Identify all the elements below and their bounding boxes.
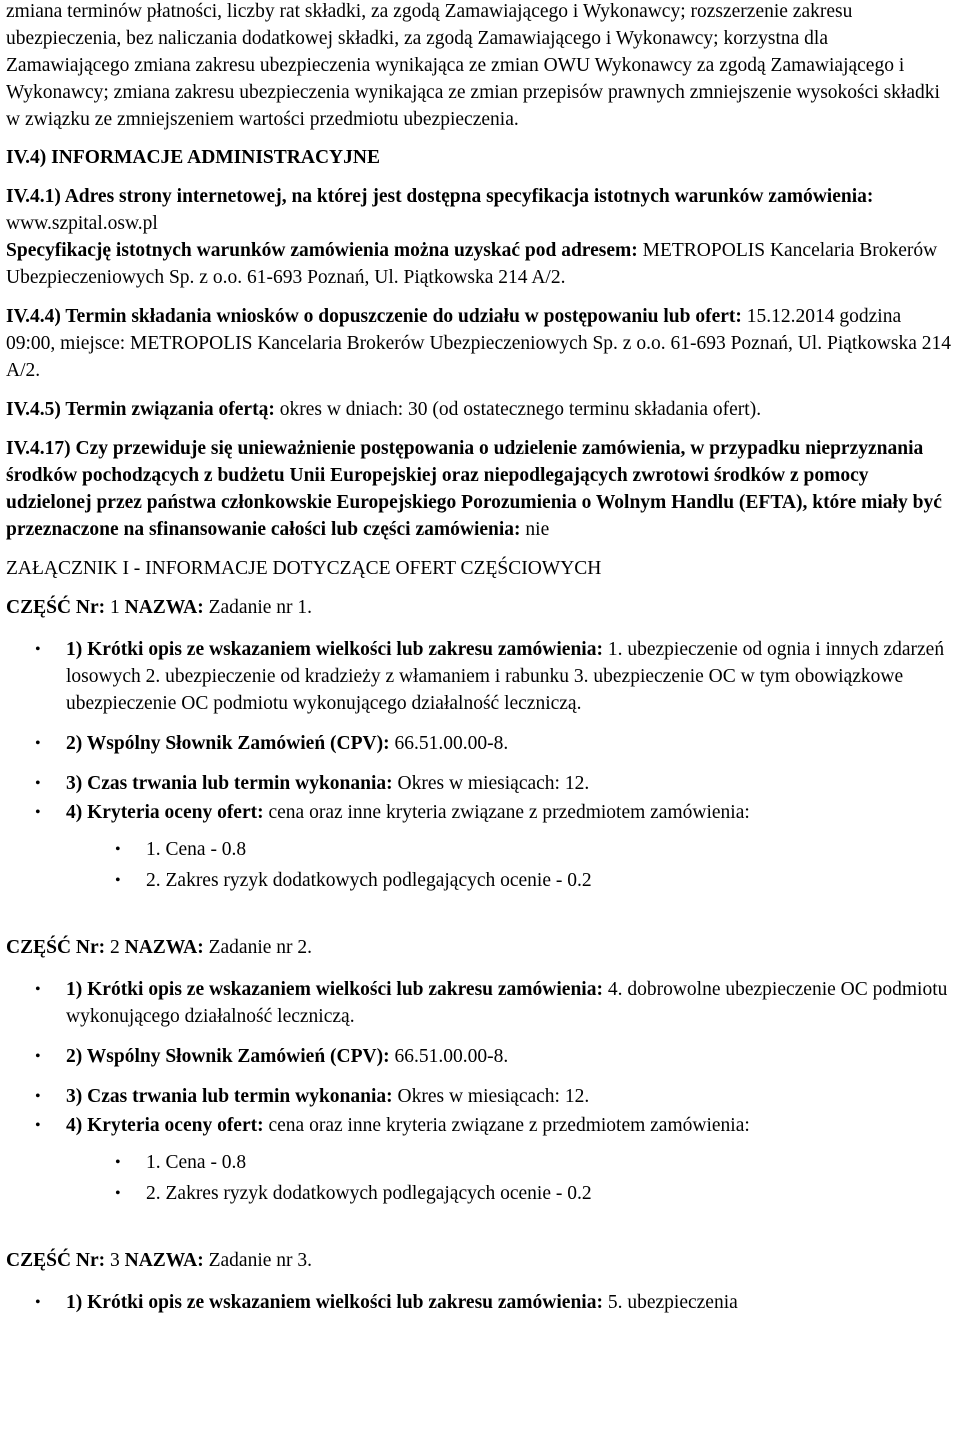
part-criteria-item bbox=[35, 1112, 952, 1207]
intro-paragraph: zmiana terminów płatności, liczby rat składki, za zgodą Zamawiającego i Wykonawcy; rozszerzenie zakresu ubezpieczenia, bez naliczania dodatkowej składki, za zgodą Zamawiającego i Wykonawcy; korzystna dla Zamawiającego zmiana zakresu ubezpieczenia wynikająca ze zmian OWU Wykonawcy za zgodą Zamawiającego i Wykonawcy; zmiana zakresu ubezpieczenia wynikająca ze zmian przepisów prawnych zmniejszenie wysokości składki w związku ze zmniejszeniem wartości przedmiotu ubezpieczenia. bbox=[6, 1, 940, 130]
part-duration-value: Okres w miesiącach: 12. bbox=[392, 773, 590, 794]
part-name: Zadanie nr 2. bbox=[203, 937, 313, 958]
bullet-icon: • bbox=[35, 641, 41, 658]
part-number-label: CZĘŚĆ Nr: bbox=[6, 1250, 106, 1271]
part-description-value: 5. ubezpieczenia bbox=[602, 1292, 738, 1313]
offer-binding-period-label: IV.4.5) Termin związania ofertą: bbox=[6, 399, 275, 420]
part-description-label: 1) Krótki opis ze wskazaniem wielkości lub zakresu zamówienia: bbox=[66, 1292, 603, 1313]
part-number: 1 bbox=[105, 597, 125, 618]
part-name-label: NAZWA: bbox=[124, 1250, 204, 1271]
part-cpv-label: 2) Wspólny Słownik Zamówień (CPV): bbox=[66, 733, 390, 754]
part-cpv-value: 66.51.00.00-8. bbox=[389, 1046, 509, 1067]
part-duration-item bbox=[35, 1083, 952, 1110]
criteria-list bbox=[66, 1149, 952, 1207]
part-description-value: 1. ubezpieczenie od ognia i innych zdarzeń losowych 2. ubezpieczenie od kradzieży z włamaniem i rabunku 3. ubezpieczenie OC w tym obowiązkowe ubezpieczenie OC podmiotu wykonującego działalność leczniczą. bbox=[66, 639, 945, 714]
bullet-icon: • bbox=[35, 1088, 41, 1105]
part-heading bbox=[6, 1247, 952, 1274]
part-description-label: 1) Krótki opis ze wskazaniem wielkości lub zakresu zamówienia: bbox=[66, 979, 603, 1000]
criteria-text: 1. Cena - 0.8 bbox=[146, 1152, 247, 1173]
submission-deadline-value: 15.12.2014 godzina 09:00, miejsce: METROPOLIS Kancelaria Brokerów Ubezpieczeniowych Sp. z o.o. 61-693 Poznań, Ul. Piątkowska 214 A/2. bbox=[6, 306, 952, 381]
criteria-list bbox=[66, 836, 952, 894]
criteria-list-item bbox=[115, 1180, 952, 1207]
part-section bbox=[6, 1247, 952, 1316]
part-duration-label: 3) Czas trwania lub termin wykonania: bbox=[66, 1086, 393, 1107]
bullet-icon: • bbox=[115, 872, 121, 889]
part-heading bbox=[6, 934, 952, 961]
bullet-icon: • bbox=[35, 1294, 41, 1311]
part-section bbox=[6, 934, 952, 1207]
section-heading: IV.4) INFORMACJE ADMINISTRACYJNE bbox=[6, 147, 380, 168]
bullet-icon: • bbox=[35, 735, 41, 752]
specification-website-value[interactable]: www.szpital.osw.pl bbox=[6, 213, 158, 234]
part-name-label: NAZWA: bbox=[124, 937, 204, 958]
part-description-item bbox=[35, 1289, 952, 1316]
criteria-list-item bbox=[115, 867, 952, 894]
criteria-list-item bbox=[115, 836, 952, 863]
specification-website-label: IV.4.1) Adres strony internetowej, na której jest dostępna specyfikacja istotnych warunków zamówienia: bbox=[6, 186, 874, 207]
part-details-list bbox=[6, 1289, 952, 1316]
specification-website-field bbox=[6, 183, 952, 237]
part-number: 3 bbox=[105, 1250, 125, 1271]
specification-address-field bbox=[6, 237, 952, 291]
criteria-text: 2. Zakres ryzyk dodatkowych podlegających ocenie - 0.2 bbox=[146, 870, 592, 891]
bullet-icon: • bbox=[115, 841, 121, 858]
part-criteria-value: cena oraz inne kryteria związane z przedmiotem zamówienia: bbox=[263, 802, 750, 823]
offer-binding-period-field bbox=[6, 396, 952, 423]
part-criteria-label: 4) Kryteria oceny ofert: bbox=[66, 1115, 264, 1136]
part-criteria-item bbox=[35, 799, 952, 894]
part-cpv-value: 66.51.00.00-8. bbox=[389, 733, 509, 754]
submission-deadline-field bbox=[6, 303, 952, 384]
part-duration-value: Okres w miesiącach: 12. bbox=[392, 1086, 590, 1107]
annulment-question-value: nie bbox=[520, 519, 550, 540]
bullet-icon: • bbox=[35, 775, 41, 792]
annex-heading: ZAŁĄCZNIK I - INFORMACJE DOTYCZĄCE OFERT CZĘŚCIOWYCH bbox=[6, 558, 602, 579]
criteria-list-item bbox=[115, 1149, 952, 1176]
bullet-icon: • bbox=[35, 1048, 41, 1065]
part-cpv-label: 2) Wspólny Słownik Zamówień (CPV): bbox=[66, 1046, 390, 1067]
part-cpv-item bbox=[35, 730, 952, 757]
part-number: 2 bbox=[105, 937, 125, 958]
part-criteria-label: 4) Kryteria oceny ofert: bbox=[66, 802, 264, 823]
part-description-label: 1) Krótki opis ze wskazaniem wielkości lub zakresu zamówienia: bbox=[66, 639, 603, 660]
part-name-label: NAZWA: bbox=[124, 597, 204, 618]
specification-address-label: Specyfikację istotnych warunków zamówienia można uzyskać pod adresem: bbox=[6, 240, 638, 261]
bullet-icon: • bbox=[35, 804, 41, 821]
document-page bbox=[6, 0, 952, 1356]
offer-binding-period-value: okres w dniach: 30 (od ostatecznego terminu składania ofert). bbox=[274, 399, 762, 420]
part-name: Zadanie nr 1. bbox=[203, 597, 313, 618]
part-section bbox=[6, 594, 952, 894]
annulment-question-label: IV.4.17) Czy przewiduje się unieważnienie postępowania o udzielenie zamówienia, w przypadku nieprzyznania środków pochodzących z budżetu Unii Europejskiej oraz niepodlegających zwrotowi środków z pomocy udzielonej przez państwa członkowskie Europejskiego Porozumienia o Wolnym Handlu (EFTA), które miały być przeznaczone na sfinansowanie całości lub części zamówienia: bbox=[6, 438, 942, 540]
bullet-icon: • bbox=[35, 981, 41, 998]
part-duration-label: 3) Czas trwania lub termin wykonania: bbox=[66, 773, 393, 794]
part-details-list bbox=[6, 976, 952, 1207]
submission-deadline-label: IV.4.4) Termin składania wniosków o dopuszczenie do udziału w postępowaniu lub ofert: bbox=[6, 306, 742, 327]
bullet-icon: • bbox=[35, 1117, 41, 1134]
annulment-question-field bbox=[6, 435, 952, 543]
part-details-list bbox=[6, 636, 952, 894]
part-criteria-value: cena oraz inne kryteria związane z przedmiotem zamówienia: bbox=[263, 1115, 750, 1136]
bullet-icon: • bbox=[115, 1185, 121, 1202]
part-description-item bbox=[35, 976, 952, 1030]
part-description-item bbox=[35, 636, 952, 717]
part-duration-item bbox=[35, 770, 952, 797]
part-number-label: CZĘŚĆ Nr: bbox=[6, 937, 106, 958]
part-cpv-item bbox=[35, 1043, 952, 1070]
part-number-label: CZĘŚĆ Nr: bbox=[6, 597, 106, 618]
part-heading bbox=[6, 594, 952, 621]
specification-website-block bbox=[6, 183, 952, 291]
bullet-icon: • bbox=[115, 1154, 121, 1171]
part-name: Zadanie nr 3. bbox=[203, 1250, 313, 1271]
criteria-text: 2. Zakres ryzyk dodatkowych podlegających ocenie - 0.2 bbox=[146, 1183, 592, 1204]
specification-address-value: METROPOLIS Kancelaria Brokerów Ubezpieczeniowych Sp. z o.o. 61-693 Poznań, Ul. Piątkowska 214 A/2. bbox=[6, 240, 938, 288]
part-description-value: 4. dobrowolne ubezpieczenie OC podmiotu wykonującego działalność leczniczą. bbox=[66, 979, 948, 1027]
criteria-text: 1. Cena - 0.8 bbox=[146, 839, 247, 860]
